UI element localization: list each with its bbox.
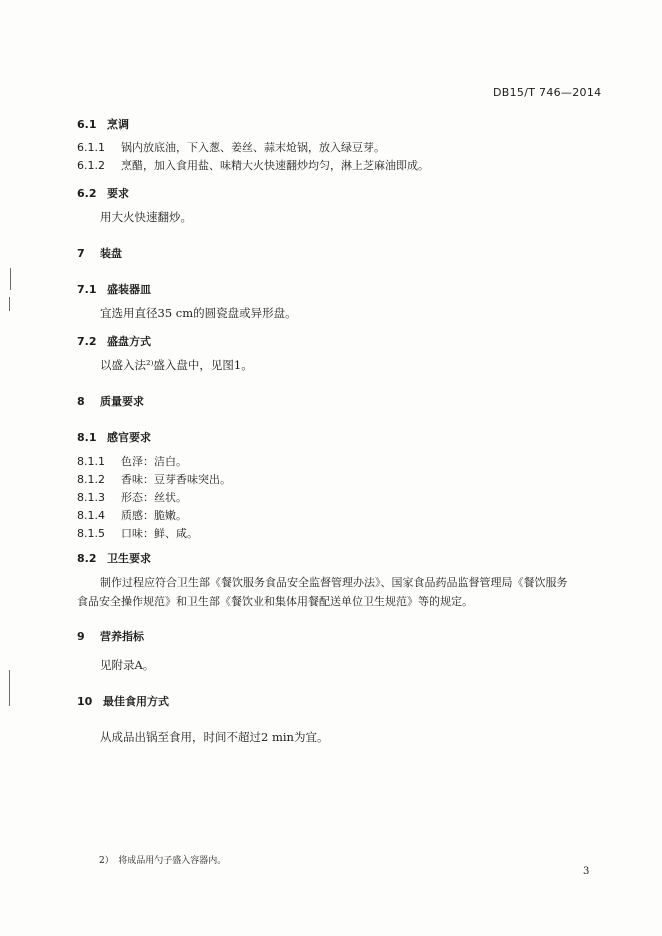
binding-mark xyxy=(10,268,11,290)
clause-8-1-2 xyxy=(77,471,231,487)
section-number: 7.2 xyxy=(77,335,97,348)
clause-number: 8.1.5 xyxy=(77,527,105,540)
clause-8-1-3 xyxy=(77,489,187,505)
binding-mark xyxy=(9,297,10,311)
clause-number: 8.1.3 xyxy=(77,491,105,504)
clause-text: 锅内放底油，下入葱、姜丝、蒜末炝锅，放入绿豆芽。 xyxy=(121,141,385,154)
section-7-2-body: 以盛入法²⁾盛入盘中，见图1。 xyxy=(100,358,253,372)
section-8-2-body-line-1: 制作过程应符合卫生部《餐饮服务食品安全监督管理办法》、国家食品药品监督管理局《餐饮服务 xyxy=(100,576,568,589)
page-number: 3 xyxy=(583,866,590,877)
clause-number: 8.1.2 xyxy=(77,473,105,486)
clause-text: 口味：鲜、咸。 xyxy=(121,527,198,540)
section-7-heading xyxy=(77,245,122,261)
section-title: 烹调 xyxy=(107,118,129,131)
binding-mark xyxy=(9,670,10,706)
section-number: 6.1 xyxy=(77,118,97,131)
clause-text: 质感：脆嫩。 xyxy=(121,509,187,522)
section-8-2-heading xyxy=(77,550,151,566)
section-number: 10 xyxy=(77,695,93,708)
clause-6-1-1 xyxy=(77,139,385,155)
footnote: 2） 将成品用勺子盛入容器内。 xyxy=(99,856,227,866)
clause-number: 6.1.2 xyxy=(77,159,105,172)
section-title: 卫生要求 xyxy=(107,552,151,565)
section-title: 要求 xyxy=(107,187,129,200)
standard-code: DB15/T 746—2014 xyxy=(493,86,602,99)
section-6-2-heading xyxy=(77,185,129,201)
section-number: 7.1 xyxy=(77,283,97,296)
section-6-2-body: 用大火快速翻炒。 xyxy=(100,210,192,224)
section-number: 6.2 xyxy=(77,187,97,200)
section-8-1-heading xyxy=(77,429,151,445)
clause-text: 烹醋，加入食用盐、味精大火快速翻炒均匀，淋上芝麻油即成。 xyxy=(121,159,429,172)
section-title: 最佳食用方式 xyxy=(103,695,169,708)
section-number: 8.1 xyxy=(77,431,97,444)
section-number: 7 xyxy=(77,247,85,260)
section-10-heading xyxy=(77,693,169,709)
section-6-1-heading xyxy=(77,116,129,132)
section-8-heading xyxy=(77,393,144,409)
section-7-1-heading xyxy=(77,281,151,297)
section-title: 盛盘方式 xyxy=(107,335,151,348)
clause-text: 色泽：洁白。 xyxy=(121,455,187,468)
clause-6-1-2 xyxy=(77,157,429,173)
clause-text: 形态：丝状。 xyxy=(121,491,187,504)
section-title: 感官要求 xyxy=(107,431,151,444)
section-title: 盛装器皿 xyxy=(107,283,151,296)
clause-number: 6.1.1 xyxy=(77,141,105,154)
section-number: 9 xyxy=(77,630,85,643)
section-title: 装盘 xyxy=(100,247,122,260)
clause-8-1-5 xyxy=(77,525,198,541)
section-8-2-body-line-2: 食品安全操作规范》和卫生部《餐饮业和集体用餐配送单位卫生规范》等的规定。 xyxy=(77,595,473,608)
section-9-heading xyxy=(77,628,144,644)
clause-8-1-4 xyxy=(77,507,187,523)
section-number: 8.2 xyxy=(77,552,97,565)
section-title: 质量要求 xyxy=(100,395,144,408)
clause-number: 8.1.1 xyxy=(77,455,105,468)
section-10-body: 从成品出锅至食用，时间不超过2 min为宜。 xyxy=(100,730,329,744)
clause-text: 香味：豆芽香味突出。 xyxy=(121,473,231,486)
clause-number: 8.1.4 xyxy=(77,509,105,522)
section-7-1-body: 宜选用直径35 cm的圆瓷盘或异形盘。 xyxy=(100,306,297,320)
section-7-2-heading xyxy=(77,333,151,349)
section-title: 营养指标 xyxy=(100,630,144,643)
section-number: 8 xyxy=(77,395,85,408)
clause-8-1-1 xyxy=(77,453,187,469)
section-9-body: 见附录A。 xyxy=(100,658,155,672)
